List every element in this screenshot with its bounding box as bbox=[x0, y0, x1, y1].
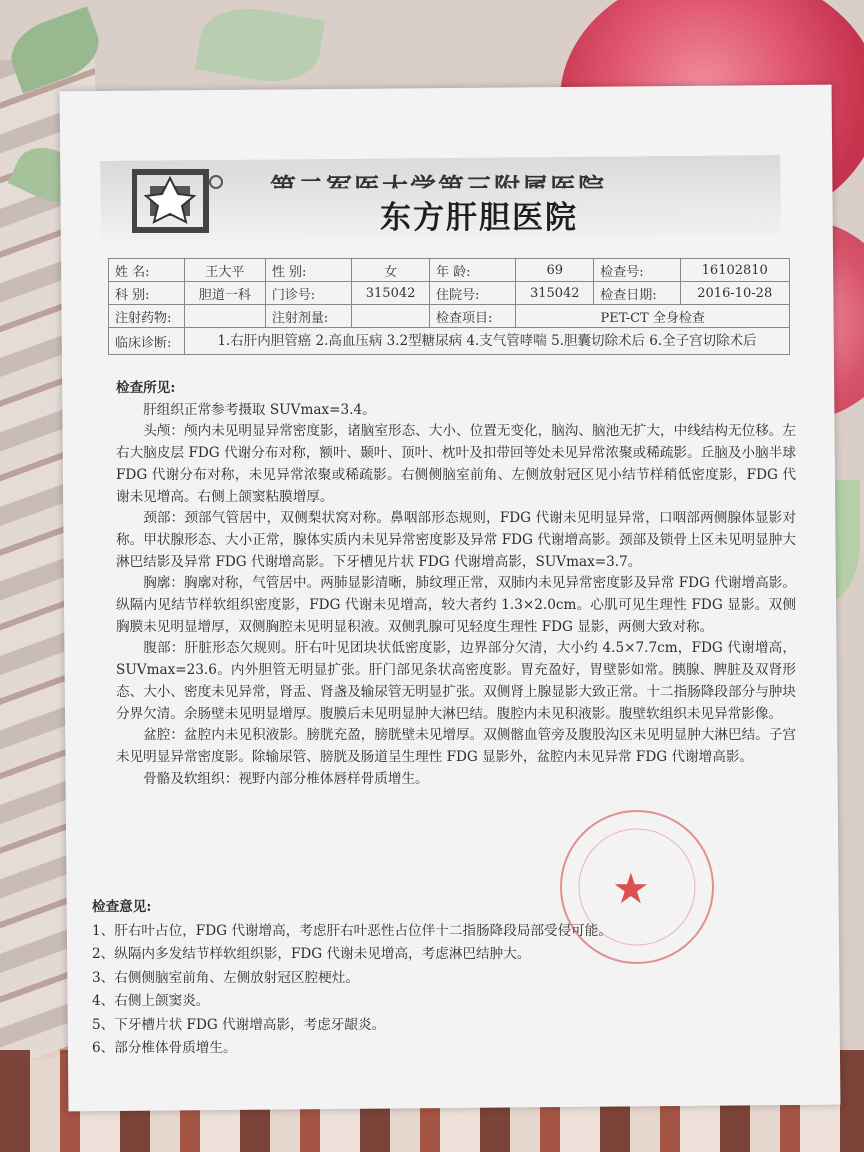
exam-no-value: 16102810 bbox=[680, 259, 790, 282]
finding-liver-ref: 肝组织正常参考摄取 SUVmax=3.4。 bbox=[143, 401, 376, 418]
clinic-no-label: 门诊号: bbox=[265, 282, 351, 305]
patient-info-table bbox=[108, 258, 790, 355]
finding-abdomen: 腹部：肝脏形态欠规则。肝右叶见团块状低密度影，边界部分欠清，大小约 4.5×7.7cm，FDG 代谢增高，SUVmax=23.6。内外胆管无明显扩张。肝门部见条状高密度影。胃充盈好，胃壁影如常。胰腺、脾脏及双肾形态、大小、密度未见异常，肾盂、肾盏及输尿管无明显扩张。双侧肾上腺显影大致正常。十二指肠降段部分与肿块分界欠清。余肠壁未见明显增厚。腹膜后未见明显肿大淋巴结。腹腔内未见积液影。腹壁软组织未见异常影像。 bbox=[116, 640, 796, 722]
findings-section bbox=[116, 378, 796, 790]
sex-label: 性 别: bbox=[265, 259, 351, 282]
stamp-star-icon: ★ bbox=[612, 864, 650, 913]
exam-item-value: PET-CT 全身检查 bbox=[516, 305, 790, 328]
conclusion-section bbox=[92, 896, 772, 1061]
name-value: 王大平 bbox=[185, 259, 266, 282]
conclusion-item: 1、肝右叶占位，FDG 代谢增高，考虑肝右叶恶性占位伴十二指肠降段局部受侵可能。 bbox=[92, 922, 612, 939]
conclusion-item: 3、右侧侧脑室前角、左侧放射冠区腔梗灶。 bbox=[92, 969, 359, 986]
conclusion-item: 4、右侧上颌窦炎。 bbox=[92, 993, 210, 1009]
dept-value: 胆道一科 bbox=[185, 282, 266, 305]
exam-item-label: 检查项目: bbox=[430, 305, 516, 328]
leaf-decoration bbox=[195, 0, 325, 90]
exam-date-label: 检查日期: bbox=[594, 282, 680, 305]
sex-value: 女 bbox=[352, 259, 430, 282]
hospital-logo-icon bbox=[132, 168, 232, 234]
exam-date-value: 2016-10-28 bbox=[680, 282, 790, 305]
findings-title: 检查所见: bbox=[116, 380, 176, 396]
dose-value bbox=[352, 305, 430, 328]
clinic-no-value: 315042 bbox=[352, 282, 430, 305]
conclusion-item: 6、部分椎体骨质增生。 bbox=[92, 1040, 237, 1056]
inpatient-no-label: 住院号: bbox=[430, 282, 516, 305]
finding-bone: 骨骼及软组织：视野内部分椎体唇样骨质增生。 bbox=[143, 770, 429, 787]
name-label: 姓 名: bbox=[109, 259, 185, 282]
diagnosis-value: 1.右肝内胆管癌 2.高血压病 3.2型糖尿病 4.支气管哮喘 5.胆囊切除术后 6.全子宫切除术后 bbox=[185, 328, 790, 355]
finding-pelvis: 盆腔：盆腔内未见积液影。膀胱充盈，膀胱壁未见增厚。双侧髂血管旁及腹股沟区未见明显肿大淋巴结。子宫未见明显异常密度影。除输尿管、膀胱及肠道呈生理性 FDG 显影外，盆腔内未见异常 FDG 代谢增高影。 bbox=[116, 727, 796, 765]
conclusion-item: 5、下牙槽片状 FDG 代谢增高影，考虑牙龈炎。 bbox=[92, 1016, 386, 1033]
hospital-name: 东方肝胆医院 bbox=[380, 200, 578, 236]
diagnosis-label: 临床诊断: bbox=[109, 328, 185, 355]
age-label: 年 龄: bbox=[430, 259, 516, 282]
drug-value bbox=[185, 305, 266, 328]
age-value: 69 bbox=[516, 259, 594, 282]
exam-no-label: 检查号: bbox=[594, 259, 680, 282]
conclusion-title: 检查意见: bbox=[92, 899, 152, 915]
dose-label: 注射剂量: bbox=[265, 305, 351, 328]
conclusion-item: 2、纵隔内多发结节样软组织影，FDG 代谢未见增高，考虑淋巴结肿大。 bbox=[92, 946, 531, 962]
dept-label: 科 别: bbox=[109, 282, 185, 305]
inpatient-no-value: 315042 bbox=[516, 282, 594, 305]
drug-label: 注射药物: bbox=[109, 305, 185, 328]
finding-neck: 颈部：颈部气管居中，双侧梨状窝对称。鼻咽部形态规则，FDG 代谢未见明显异常，口咽部两侧腺体显影对称。甲状腺形态、大小正常，腺体实质内未见异常密度影及异常 FDG 代谢增高影。颈部及锁骨上区未见明显肿大淋巴结影及异常 FDG 代谢增高影。下牙槽见片状 FDG 代谢增高影，SUVmax=3.7。 bbox=[116, 510, 796, 570]
finding-chest: 胸廓：胸廓对称，气管居中。两肺显影清晰，肺纹理正常，双肺内未见异常密度影及异常 FDG 代谢增高影。纵隔内见结节样软组织密度影，FDG 代谢未见增高，较大者约 1.3×2.0cm。心肌可见生理性 FDG 显影。双侧胸膜未见明显增厚，双侧胸腔未见明显积液。双侧乳腺可见轻度生理性 FDG 显影，两侧大致对称。 bbox=[116, 575, 796, 635]
finding-head: 头颅：颅内未见明显异常密度影，诸脑室形态、大小、位置无变化，脑沟、脑池无扩大，中线结构无位移。左右大脑皮层 FDG 代谢分布对称，额叶、颞叶、顶叶、枕叶及扣带回等处未见异常浓聚或稀疏影。丘脑及小脑半球 FDG 代谢分布对称，未见异常浓聚或稀疏影。右侧侧脑室前角、左侧放射冠区见小结节样稍低密度影，FDG 代谢未见增高。右侧上颌窦粘膜增厚。 bbox=[116, 423, 796, 505]
